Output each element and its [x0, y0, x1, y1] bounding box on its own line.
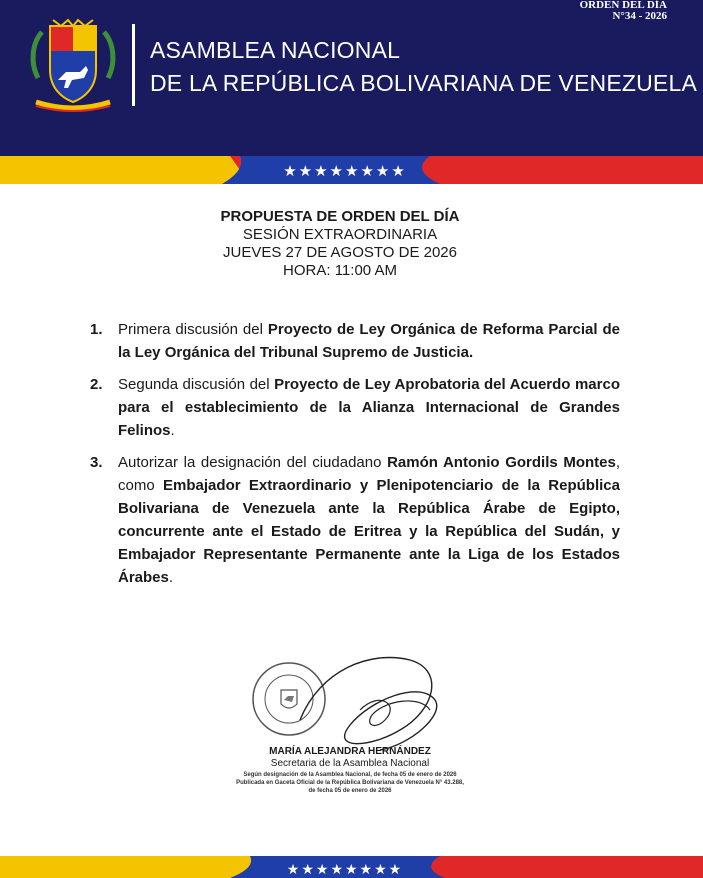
order-tag-line2: N°34 - 2026 [612, 10, 667, 22]
agenda-item-text: . [168, 569, 174, 586]
agenda-item-bold: Embajador Extraordinario y Plenipotenciario de la República Bolivariana de Venezuela ante la República Árabe de Egipto, concurrente ante el Estado de Eritrea y la República del Sudán, y Embajador Representante Permanente ante la Liga de los Estados Árabes [118, 477, 620, 586]
designation-note-line2: Publicada en Gaceta Oficial de la República Bolivariana de Venezuela N° 43.288, [236, 780, 464, 786]
signatory-role: Secretaria de la Asamblea Nacional [270, 758, 430, 769]
agenda-item-number: 1. [90, 321, 103, 338]
agenda-item [90, 318, 620, 364]
designation-note-line1: Según designación de la Asamblea Nacional, de fecha 05 de enero de 2026 [243, 772, 457, 778]
agenda-item-bold: Proyecto de Ley Aprobatoria del Acuerdo marco para el establecimiento de la Alianza Internacional de Grandes Felinos [118, 376, 620, 439]
header-title [150, 34, 697, 100]
stars-icon: ★★★★★★★★ [286, 862, 404, 878]
agenda-item-text: Autorizar la designación del ciudadano [118, 454, 388, 471]
session-type: SESIÓN EXTRAORDINARIA [242, 226, 438, 243]
signature-block [200, 650, 500, 800]
agenda-title: PROPUESTA DE ORDEN DEL DÍA [220, 208, 460, 225]
stars-icon: ★★★★★★★★ [283, 162, 407, 180]
agenda-item-number: 2. [90, 376, 103, 393]
order-tag [580, 0, 667, 22]
header-divider [132, 24, 135, 106]
agenda-item [90, 373, 620, 442]
session-time: HORA: 11:00 AM [283, 262, 397, 279]
designation-note [200, 771, 500, 795]
agenda-item-text: . [170, 422, 175, 439]
signatory-name: MARÍA ALEJANDRA HERNÁNDEZ [269, 746, 431, 757]
agenda-item [90, 451, 620, 589]
agenda-item-number: 3. [90, 454, 103, 471]
session-date: JUEVES 27 DE AGOSTO DE 2026 [223, 244, 457, 261]
agenda-item-bold: Proyecto de Ley Orgánica de Reforma Parcial de la Ley Orgánica del Tribunal Supremo de Justicia. [118, 321, 620, 361]
flag-band-top [0, 156, 703, 186]
agenda-item-bold: Ramón Antonio Gordils Montes [387, 454, 616, 471]
coat-of-arms-icon [28, 18, 118, 114]
header-title-line2: DE LA REPÚBLICA BOLIVARIANA DE VENEZUELA [150, 70, 697, 96]
header [0, 0, 703, 156]
agenda-item-text: , como [118, 454, 621, 494]
flag-band-bottom [0, 848, 703, 878]
order-tag-line1: ORDEN DEL DÍA [579, 0, 667, 11]
agenda-heading [0, 208, 680, 280]
agenda-item-text: Primera discusión del [118, 321, 268, 338]
handwritten-signature-icon [260, 650, 460, 760]
header-title-line1: ASAMBLEA NACIONAL [150, 37, 401, 63]
designation-note-line3: de fecha 05 de enero de 2026 [308, 788, 392, 794]
agenda-list [90, 318, 620, 598]
agenda-item-text: Segunda discusión del [118, 376, 275, 393]
